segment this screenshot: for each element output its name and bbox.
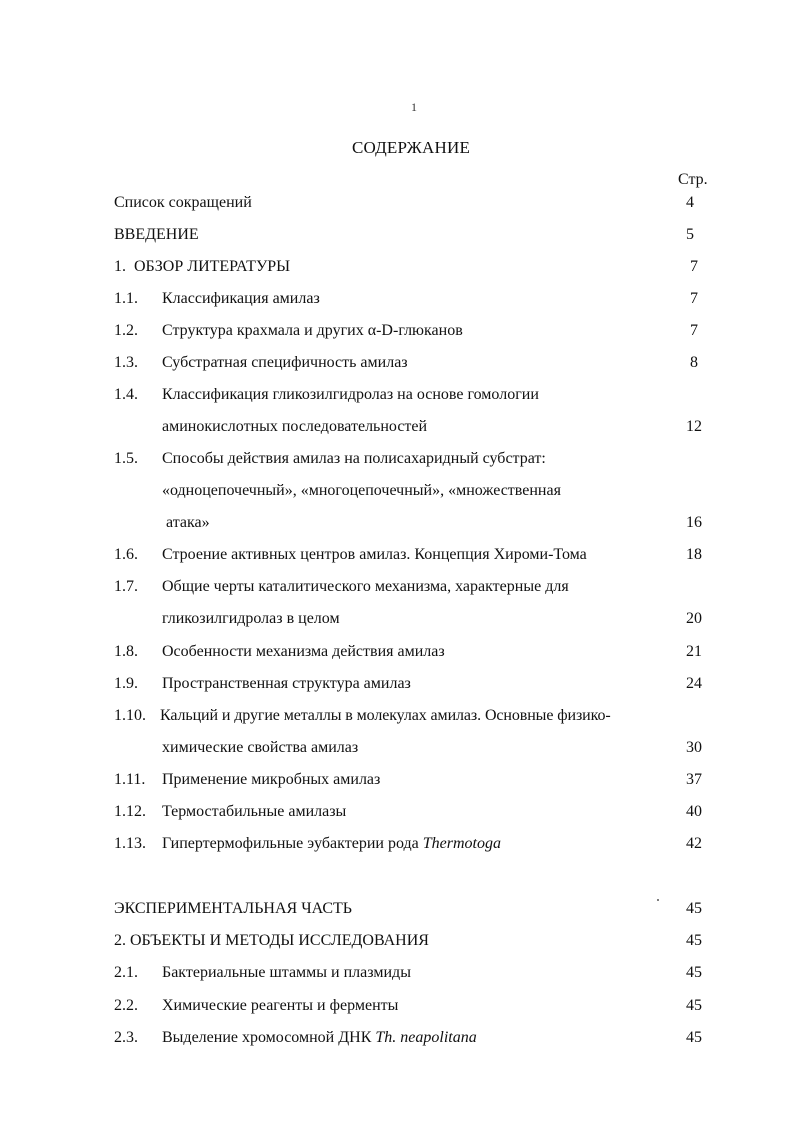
toc-entry-number: 1.10. [114, 707, 146, 724]
toc-entry-number: 1.11. [114, 771, 146, 788]
toc-entry-title: Строение активных центров амилаз. Концепция Хироми-Тома [162, 546, 587, 563]
toc-entry-page: 45 [686, 1029, 702, 1046]
toc-entry-page: 45 [686, 997, 702, 1014]
toc-entry-title-line2: гликозилгидролаз в целом [162, 610, 340, 627]
toc-entry-number: 2.2. [114, 997, 138, 1014]
toc-entry-title: Классификация амилаз [162, 290, 320, 307]
toc-entry-number: 1.12. [114, 803, 146, 820]
toc-entry-title: Термостабильные амилазы [162, 803, 347, 820]
toc-entry [0, 447, 793, 471]
toc-entry-title-plain: Гипертермофильные эубактерии рода [162, 835, 423, 852]
toc-entry [0, 543, 793, 567]
toc-entry-title-line3: атака» [166, 514, 210, 531]
toc-entry-title: ЭКСПЕРИМЕНТАЛЬНАЯ ЧАСТЬ [114, 900, 352, 917]
toc-entry-title: Способы действия амилаз на полисахаридный субстрат: [162, 450, 546, 467]
page-column-label: Стр. [678, 171, 708, 188]
toc-entry-page: 7 [690, 322, 698, 339]
toc-entry-title-line2: «одноцепочечный», «многоцепочечный», «множественная [162, 482, 561, 499]
toc-entry-page: 5 [686, 226, 694, 243]
toc-entry-number: 1.13. [114, 835, 146, 852]
toc-entry-title: 1. ОБЗОР ЛИТЕРАТУРЫ [114, 258, 291, 275]
toc-entry [0, 961, 793, 985]
toc-entry-page: 40 [686, 803, 702, 820]
toc-entry [0, 383, 793, 407]
toc-entry [0, 575, 793, 599]
page-number: 1 [411, 100, 417, 114]
toc-entry-number: 1.1. [114, 290, 138, 307]
page-title: СОДЕРЖАНИЕ [351, 138, 471, 157]
toc-entry-title [162, 832, 501, 856]
toc-entry-number: 1.2. [114, 322, 138, 339]
toc-entry [0, 191, 793, 215]
toc-entry-page: 42 [686, 835, 702, 852]
toc-entry [0, 897, 793, 921]
toc-entry-page: 16 [686, 514, 702, 531]
toc-entry-page: 37 [686, 771, 702, 788]
toc-entry-number: 1.3. [114, 354, 138, 371]
toc-entry [0, 255, 793, 279]
toc-entry-title: Бактериальные штаммы и плазмиды [162, 964, 411, 981]
toc-entry-title [162, 1026, 477, 1050]
toc-entry-page: 7 [690, 258, 698, 275]
toc-entry-continuation [0, 479, 793, 503]
toc-entry [0, 832, 793, 856]
toc-entry-title-italic: Thermotoga [422, 835, 501, 852]
toc-entry-title: Химические реагенты и ферменты [162, 997, 399, 1014]
toc-entry-title: Субстратная специфичность амилаз [162, 354, 408, 371]
toc-entry [0, 994, 793, 1018]
toc-entry-title-plain: Выделение хромосомной ДНК [162, 1029, 376, 1046]
toc-entry [0, 672, 793, 696]
toc-entry-title: ВВЕДЕНИЕ [114, 226, 199, 243]
toc-entry-page: 30 [686, 739, 702, 756]
toc-entry-page: 20 [686, 610, 702, 627]
toc-entry-number: 1.8. [114, 643, 138, 660]
toc-entry [0, 929, 793, 953]
toc-entry-title: Кальций и другие металлы в молекулах амилаз. Основные физико- [160, 707, 611, 724]
toc-entry-number: 1.7. [114, 578, 138, 595]
toc-entry-title-italic: Th. neapolitana [375, 1029, 477, 1046]
toc-entry-title-line2: аминокислотных последовательностей [162, 418, 428, 435]
toc-entry-page: 45 [686, 964, 702, 981]
toc-entry-number: 1.5. [114, 450, 138, 467]
toc-entry-number: 1.6. [114, 546, 138, 563]
toc-entry [0, 1026, 793, 1050]
toc-entry [0, 768, 793, 792]
toc-entry-page: 18 [686, 546, 702, 563]
toc-entry-page: 45 [686, 932, 702, 949]
toc-entry-continuation [0, 607, 793, 631]
toc-entry-title: Общие черты каталитического механизма, характерные для [162, 578, 569, 595]
toc-entry-title: 2. ОБЪЕКТЫ И МЕТОДЫ ИССЛЕДОВАНИЯ [114, 932, 429, 949]
toc-entry-number: 2.1. [114, 964, 138, 981]
toc-entry-page: 7 [690, 290, 698, 307]
toc-entry-page: 4 [686, 194, 694, 211]
toc-entry-continuation [0, 511, 793, 535]
toc-entry-title: Структура крахмала и других α-D-глюканов [162, 322, 463, 339]
toc-entry-page: 45 [686, 900, 702, 917]
toc-entry-page: 24 [686, 675, 702, 692]
toc-entry-title: Классификация гликозилгидролаз на основе гомологии [162, 386, 539, 403]
toc-entry [0, 704, 793, 728]
toc-entry-page: 21 [686, 643, 702, 660]
toc-entry-page: 12 [686, 418, 702, 435]
toc-entry-title: Применение микробных амилаз [162, 771, 381, 788]
toc-entry-title: Особенности механизма действия амилаз [162, 643, 445, 660]
toc-entry [0, 800, 793, 824]
toc-entry-page: 8 [690, 354, 698, 371]
toc-entry-number: 1.9. [114, 675, 138, 692]
toc-entry-title: Список сокращений [114, 194, 252, 211]
toc-entry-continuation [0, 736, 793, 760]
toc-entry [0, 287, 793, 311]
toc-entry-number: 1.4. [114, 386, 138, 403]
toc-entry [0, 319, 793, 343]
toc-entry-title-line2: химические свойства амилаз [162, 739, 359, 756]
toc-entry [0, 351, 793, 375]
toc-entry-number: 2.3. [114, 1029, 138, 1046]
toc-entry-continuation [0, 415, 793, 439]
toc-entry [0, 640, 793, 664]
toc-entry [0, 223, 793, 247]
toc-entry-title: Пространственная структура амилаз [162, 675, 411, 692]
